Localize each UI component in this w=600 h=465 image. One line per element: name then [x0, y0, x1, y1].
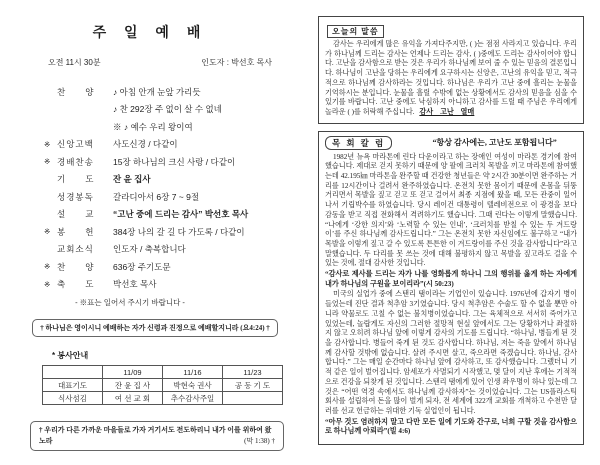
- col-header-date: 11/16: [163, 366, 223, 379]
- order-content: 사도신경 / 다같이: [113, 139, 178, 150]
- order-content: 잔 윤 집사: [113, 174, 151, 185]
- order-row: [44, 206, 300, 224]
- column-scripture-2: “아무 것도 염려하지 말고 다만 모든 일에 기도와 간구로, 너희 구할 것을 감사함으로 하나님께 아뢰라”(빌 4:6): [325, 417, 577, 436]
- message-page: [300, 0, 600, 465]
- order-label: 찬 양: [57, 86, 95, 97]
- order-label: 교회소식: [57, 244, 94, 255]
- order-content: ※ ♪ 예수 우리 왕이여: [113, 121, 193, 132]
- order-label: 기 도: [57, 174, 95, 185]
- column-paragraph-1: 1982년 뉴욕 마라톤에 린다 다운이라고 하는 장애인 여성이 마라톤 경기에 참여했습니다. 제대로 걷지 못하기 때문에 양 팔에 크러치 목발을 끼고 마라톤에 참여했는데 42.195㎞ 마라톤을 완주할 때 건강한 청년들은 약 2시간 30분이면 완주하는 거리를 12시간이나 걸려서 완주하였습니다. 온전치 못한 몸이기 때문에 온몸을 뒤뚱거리면서 목발을 짚고 걷고 또 걷고 걸어서 최종 지점에 왔을 때, 모든 관중이 일어나서 기립박수를 하였습니다. 당시 레이건 대통령이 텔레비전으로 이 광경을 보다 감동을 받고 직접 전화해서 격려하기도 했습니다. 그때 린다는 이렇게 말했습니다. “나에게 ‘강한 의지’와 ‘노력할 수 있는 인내’, ‘크러치를 받칠 수 있는 두 겨드랑이’를 주신 하나님께 감사드립니다.” 그는 온전치 못한 자신임에도 불구하고 “내가 목발을 이렇게 짚고 갈 수 있도록 튼튼한 이 겨드랑이를 주신 것을 감사합니다”라고 말했습니다. 두 다리를 못 쓰는 것에 대해 불평하지 않고 목발을 짚고라도 걸을 수 있는 것에, 절대 감사한 것입니다.: [325, 152, 577, 268]
- order-content: 636장 주기도문: [113, 261, 171, 272]
- stand-mark: ※: [44, 139, 51, 149]
- page-title: 주 일 예 배: [92, 24, 208, 40]
- order-of-worship: [44, 83, 300, 293]
- order-label: 설 교: [57, 209, 95, 220]
- order-content: ♪ 찬 292장 주 없이 살 수 없네: [113, 104, 222, 115]
- order-row: [44, 241, 300, 259]
- stand-mark: ※: [44, 279, 51, 289]
- worship-time: 오전 11시 30분: [48, 58, 101, 67]
- order-row: [44, 118, 300, 136]
- cell-value: 박현숙 권사: [163, 379, 223, 392]
- cell-value: 잔 윤 집 사: [103, 379, 163, 392]
- todays-word-header: 오늘의 말씀: [327, 25, 384, 38]
- stand-mark: ※: [44, 157, 51, 167]
- pastoral-column-header: 목 회 칼 럼: [325, 136, 392, 150]
- worship-leader: 인도자 : 박선호 목사: [201, 58, 272, 67]
- column-paragraph-2: 미국의 실업가 중에 스탠리 탬이라는 기업인이 있습니다. 1976년에 갑자기 병이 들었는데 진단 결과 척추암 3기였습니다. 당시 척추암은 수술도 할 수 없을 뿐만 아니라 약물로도 고칠 수 없는 불치병이었습니다. 그는 육체적으로 서서히 죽어가고 있었는데, 놀랍게도 자신의 그러한 절망적 현실 앞에서도 그는 당황하거나 좌절하지 않고 오히려 하나님 앞에 이렇게 감사의 기도를 드립니다. “하나님, 병들게 된 것을 감사합니다. 병들어 죽게 된 것도 감사합니다. 하나님, 저는 죽음 앞에서 하나님께 감사할 것밖에 없습니다. 살려 주시면 살고, 죽으라면 죽겠습니다. 하나님, 감사합니다.” 그는 매일 순간마다 하나님 앞에 감사하고, 또 감사했습니다. 그랬더니 기적 같은 일이 벌어집니다. 암세포가 사멸되기 시작했고, 몇 달이 지난 후에는 기적적으로 건강을 되찾게 된 것입니다. 스탠리 탬에게 있어 인생 좌우명이 하나 있는데 그것은 “어떤 역경 속에서도 하나님께 감사하자”는 것이었습니다. 그는 US플라스틱 회사를 설립하여 돈을 많이 벌게 되자, 전 세계에 322개 교회를 개척하고 수천만 달러를 선교 헌금하는 위대한 기독 실업인이 됩니다.: [325, 290, 577, 415]
- cell-value: 여 선 교 회: [103, 392, 163, 405]
- table-row: [43, 392, 283, 405]
- column-scripture-1: “감사로 제사를 드리는 자가 나를 영화롭게 하나니 그의 행위를 옳게 하는 자에게 내가 하나님의 구원을 보이리라”(시 50:23): [325, 270, 577, 288]
- cell-value: 추수감사주일: [163, 392, 223, 405]
- order-content: ♪ 아침 안개 눈앞 가리듯: [113, 86, 201, 97]
- scripture-reference: (막 1:38) †: [244, 437, 275, 445]
- service-roster-table: [42, 365, 283, 405]
- scripture-text: † 우리가 다른 가까운 마을들로 가자 거기서도 전도하리니 내가 이를 위하여 왔노라: [39, 426, 272, 445]
- fill-in-answers: 감사 고난 열매: [419, 107, 475, 116]
- stand-note: - ※표는 일어서 주시기 바랍니다 -: [75, 298, 185, 307]
- order-content: “고난 중에 드리는 감사” 박선호 목사: [113, 209, 249, 220]
- worship-meta-row: [48, 57, 272, 68]
- order-row: [44, 223, 300, 241]
- todays-word-text: 감사는 우리에게 많은 유익을 가져다주지만, ( )는 점점 사라지고 있습니다. 우리가 하나님께 드리는 감사는 언제나 드리는 감사, ( )중에도 드리는 감사이어야 합니다. 고난을 감사함으로 받는 것은 우리가 하나님께 보여 줄 수 있는 믿음의 결론입니다. 하나님이 고난을 당하는 우리에게 요구하시는 신앙은, 고난의 유익을 믿고, 적극적으로 하나님께 감사하라는 것입니다. 하나님은 우리가 고난 중에 흘리는 눈물을 기억하시는 분입니다. 눈물을 흘릴 수밖에 없는 상황에서도 감사의 믿음을 심을 수 있기를 바랍니다. 고난 중에도 낙심하지 아니하고 감사를 드릴 때 주님은 우리에게 놀라운 ( )를 허락해 주십니다.: [325, 40, 577, 116]
- col-header-date: 11/23: [223, 366, 283, 379]
- order-row: [44, 153, 300, 171]
- order-label: 축 도: [57, 279, 95, 290]
- order-content: 갈라디아서 6장 7 ~ 9절: [113, 191, 200, 202]
- stand-mark: ※: [44, 262, 51, 272]
- order-row: [44, 258, 300, 276]
- pastoral-column-header-row: [325, 136, 577, 150]
- service-roster-title: * 봉사안내: [52, 351, 89, 360]
- cell-value: 공 동 기 도: [223, 379, 283, 392]
- order-row: [44, 83, 300, 101]
- order-content: 15장 하나님의 크신 사랑 / 다같이: [113, 156, 236, 167]
- order-content: 박선호 목사: [113, 279, 157, 290]
- order-row: [44, 276, 300, 294]
- todays-word-section: [318, 16, 584, 124]
- scripture-banner-top: † 하나님은 영이시니 예배하는 자가 신령과 진정으로 예배할지니라 (요4:24) †: [32, 319, 278, 337]
- col-header-date: 11/09: [103, 366, 163, 379]
- order-row: [44, 101, 300, 119]
- order-content: 384장 나의 갈 길 다 가도록 / 다같이: [113, 226, 245, 237]
- stand-mark: ※: [44, 227, 51, 237]
- order-label: 성경봉독: [57, 191, 94, 202]
- pastoral-column-title: “항상 감사에는, 고난도 포함됩니다”: [432, 138, 557, 148]
- order-label: 봉 헌: [57, 226, 95, 237]
- row-label: 대표기도: [43, 379, 103, 392]
- order-row: [44, 136, 300, 154]
- order-label: 신앙고백: [57, 139, 94, 150]
- todays-word-body: [325, 40, 577, 118]
- order-label: 경배찬송: [57, 156, 94, 167]
- cell-value: [223, 392, 283, 405]
- pastoral-column-section: [318, 131, 584, 445]
- order-row: [44, 188, 300, 206]
- table-row: [43, 379, 283, 392]
- col-header-blank: [43, 366, 103, 379]
- order-label: 찬 양: [57, 261, 95, 272]
- order-row: [44, 171, 300, 189]
- order-content: 인도자 / 축복합니다: [113, 244, 186, 255]
- row-label: 식사섬김: [43, 392, 103, 405]
- scripture-banner-bottom: [30, 421, 284, 451]
- table-header-row: [43, 366, 283, 379]
